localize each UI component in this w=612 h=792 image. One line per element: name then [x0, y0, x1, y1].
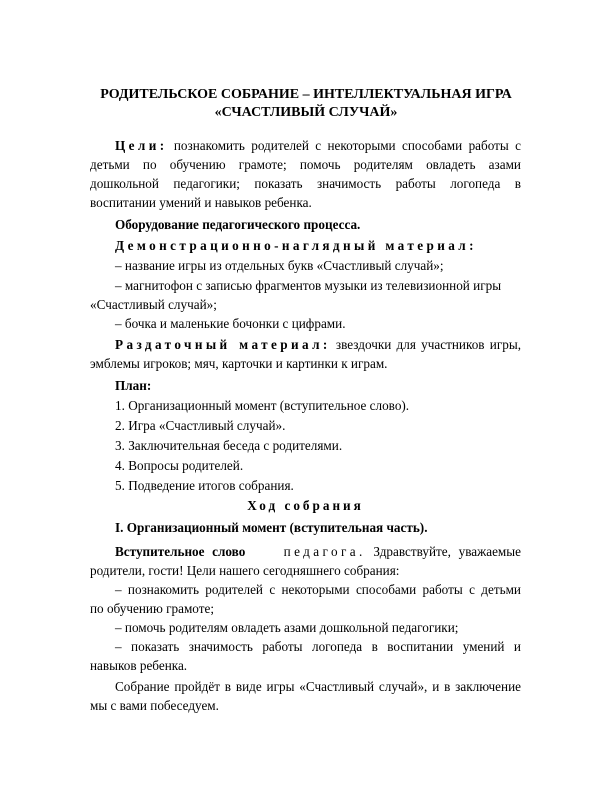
- plan-item-2: 2. Игра «Счастливый случай».: [115, 418, 286, 433]
- intro-teacher: педагога.: [283, 544, 366, 559]
- handout-line-2: эмблемы игроков; мяч, карточки и картинки к играм.: [90, 356, 388, 371]
- goal-1-line-b: по обучению грамоте;: [90, 601, 214, 616]
- handout-label: Раздаточный материал:: [115, 337, 331, 352]
- closing-line-1: Собрание пройдёт в виде игры «Счастливый случай», и в заключение: [115, 679, 521, 694]
- goals-label: Цели:: [115, 138, 168, 153]
- goals-line-4: воспитании умений и навыков ребенка.: [90, 195, 312, 210]
- goals-line-2: детьми по обучению грамоте; помочь родителям овладеть азами: [90, 157, 521, 172]
- intro-line-1: [115, 542, 521, 561]
- intro-line-2: родители, гости! Цели нашего сегодняшнего собрания:: [90, 563, 400, 578]
- handout-line-1: [115, 335, 521, 354]
- equipment-item-2b: «Счастливый случай»;: [90, 297, 217, 312]
- equipment-heading: Оборудование педагогического процесса.: [115, 217, 361, 232]
- plan-item-1: 1. Организационный момент (вступительное слово).: [115, 398, 410, 413]
- plan-item-4: 4. Вопросы родителей.: [115, 458, 244, 473]
- title-line-2: «СЧАСТЛИВЫЙ СЛУЧАЙ»: [214, 105, 398, 120]
- goal-2: – помочь родителям овладеть азами дошкольной педагогики;: [115, 620, 459, 635]
- course-heading: Ход собрания: [247, 498, 364, 513]
- equipment-item-3: – бочка и маленькие бочонки с цифрами.: [115, 316, 346, 331]
- intro-text-1: Здравствуйте, уважаемые: [365, 544, 521, 559]
- equipment-item-2a: – магнитофон с записью фрагментов музыки из телевизионной игры: [115, 278, 502, 293]
- equipment-item-1: – название игры из отдельных букв «Счастливый случай»;: [115, 258, 444, 273]
- demo-material-label: Демонстрационно-наглядный материал:: [115, 238, 477, 253]
- goals-text-1: познакомить родителей с некоторыми способами работы с: [167, 138, 521, 153]
- plan-item-3: 3. Заключительная беседа с родителями.: [115, 438, 343, 453]
- section-1-heading: I. Организационный момент (вступительная часть).: [115, 520, 428, 535]
- title-line-1: РОДИТЕЛЬСКОЕ СОБРАНИЕ – ИНТЕЛЛЕКТУАЛЬНАЯ ИГРА: [100, 87, 512, 102]
- handout-text-1: звездочки для участников игры,: [330, 337, 521, 352]
- goals-line-1: [115, 136, 521, 155]
- goals-line-3: дошкольной педагогики; показать значимость работы логопеда в: [90, 176, 521, 191]
- plan-heading: План:: [115, 378, 152, 393]
- goal-3-line-a: – показать значимость работы логопеда в воспитании умений и: [115, 639, 521, 654]
- intro-label: Вступительное слово: [115, 544, 246, 559]
- goal-3-line-b: навыков ребенка.: [90, 658, 188, 673]
- goal-1-line-a: – познакомить родителей с некоторыми способами работы с детьми: [115, 582, 521, 597]
- closing-line-2: мы с вами побеседуем.: [90, 698, 219, 713]
- plan-item-5: 5. Подведение итогов собрания.: [115, 478, 294, 493]
